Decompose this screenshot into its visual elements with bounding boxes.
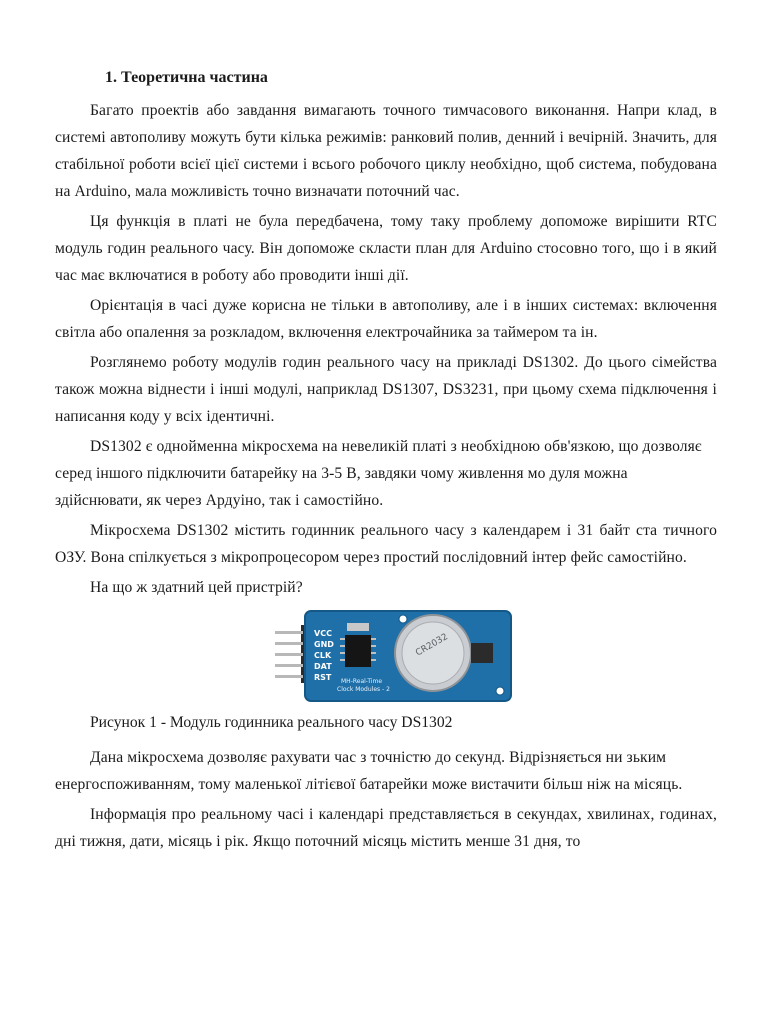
pin-label: VCC — [314, 629, 332, 638]
paragraph-3: Орієнтація в часі дуже корисна не тільки в автополиву, але і в інших системах: включення світла або опалення за розкладом, включення електрочайника за таймером та ін. — [55, 297, 717, 341]
battery-label: CR2032 — [414, 632, 450, 659]
board-print-2: Clock Modules - 2 — [337, 686, 390, 693]
figure-rtc-module — [55, 607, 717, 705]
crystal — [347, 623, 369, 631]
paragraph-5: DS1302 є однойменна мікросхема на невеликій платі з необхідною обв'язкою, що дозволяє серед іншого підключити батарейку на 3-5 В, завдяки чому живлення мо дуля можна здійснювати, як через Ардуіно, так і самостійно. — [55, 438, 702, 509]
paragraph-6: Мікросхема DS1302 містить годинник реального часу з календарем і 31 байт ста тичного ОЗУ. Вона спілкується з мікропроцесором через простий послідовний інтер фейс самостійно. — [55, 522, 717, 566]
paragraph-4: Розглянемо роботу модулів годин реального часу на прикладі DS1302. До цього сімейства також можна віднести і інші модулі, наприклад DS1307, DS3231, при цьому схема підключення і написання коду у всіх ідентичні. — [55, 354, 717, 425]
section-heading: 1. Теоретична частина — [105, 69, 268, 86]
pin-label: RST — [314, 673, 332, 682]
paragraph-2: Ця функція в платі не була передбачена, тому таку проблему допоможе вирішити RTC модуль годин реального часу. Він допоможе скласти план для Arduino стосовно того, що і в який час має включатися в роботу або проводити інші дії. — [55, 213, 717, 284]
figure-caption: Рисунок 1 - Модуль годинника реального часу DS1302 — [90, 714, 453, 731]
document-page — [55, 64, 717, 858]
board-print-1: MH-Real-Time — [341, 678, 383, 685]
pin-label: CLK — [314, 651, 332, 660]
paragraph-7: На що ж здатний цей пристрій? — [90, 579, 303, 596]
paragraph-8: Дана мікросхема дозволяє рахувати час з точністю до секунд. Відрізняється ни зьким енергоспоживанням, тому маленької літієвої батарейки може вистачити більш ніж на місяць. — [55, 749, 683, 793]
rtc-module-image — [275, 607, 515, 705]
ds1302-chip — [345, 635, 371, 667]
pin-label: DAT — [314, 662, 332, 671]
paragraph-9: Інформація про реальному часі і календарі представляється в секундах, хвилинах, годинах, дні тижня, дати, місяць і рік. Якщо поточний місяць містить менше 31 дня, то — [55, 806, 717, 850]
battery-clip — [471, 643, 493, 663]
pin-label: GND — [314, 640, 334, 649]
paragraph-1: Багато проектів або завдання вимагають точного тимчасового виконання. Напри клад, в системі автополиву можуть бути кілька режимів: ранковий полив, денний і вечірній. Значить, для стабільної роботи всієї цієї системи і всього робочого циклу необхідно, щоб система, побудована на Arduino, мала можливість точно визначати поточний час. — [55, 102, 717, 200]
